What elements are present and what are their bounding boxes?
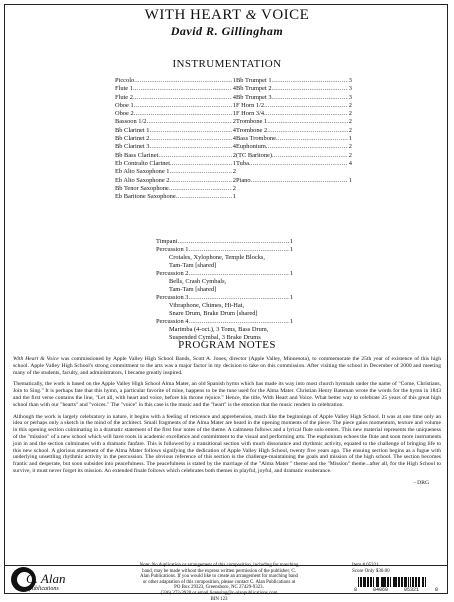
- instrument-name: F Horn 1/2: [236, 101, 265, 109]
- instrument-name: Percussion 4: [156, 318, 189, 325]
- leader-dots: [149, 135, 231, 143]
- instrument-qty: 2: [232, 176, 236, 184]
- instrument-name: Eb Contralto Clarinet: [115, 159, 171, 167]
- instrument-row: [115, 102, 236, 110]
- instrument-row: [236, 135, 352, 143]
- leader-dots: [170, 177, 232, 185]
- instrument-qty: 1: [348, 135, 352, 143]
- leader-dots: [177, 238, 288, 246]
- instrument-qty: 1: [289, 318, 293, 325]
- leader-dots: [267, 118, 348, 126]
- barcode-digit-group: 04069: [372, 587, 388, 593]
- leader-dots: [272, 77, 348, 85]
- notes-paragraph-1: [13, 356, 441, 376]
- instrument-name: Flute 2: [115, 93, 133, 101]
- leader-dots: [188, 318, 288, 326]
- instrument-row: [115, 110, 236, 118]
- barcode-digits: [354, 587, 438, 593]
- leader-dots: [272, 152, 348, 160]
- title-ampersand: &: [245, 8, 258, 23]
- leader-dots: [251, 177, 348, 185]
- instrument-qty: 1: [232, 193, 236, 201]
- leader-dots: [272, 85, 348, 93]
- leader-dots: [272, 94, 348, 102]
- instrument-name: Bass Trombone: [236, 135, 276, 143]
- program-notes: [13, 356, 441, 487]
- instrument-row: [236, 102, 352, 110]
- instrument-name: Tuba: [236, 159, 249, 167]
- notes-signature: - DRG: [413, 479, 429, 486]
- instrument-name: Eb Alto Saxophone 2: [115, 176, 170, 184]
- instrument-name: Piccolo: [115, 77, 135, 84]
- instrument-row: [236, 94, 352, 102]
- instrument-qty: 2: [348, 126, 352, 134]
- instrument-name: Bb Trumpet 2: [236, 85, 272, 93]
- instrument-name: Percussion 1: [156, 246, 189, 253]
- leader-dots: [146, 118, 231, 126]
- instrument-name: Eb Alto Saxophone 1: [115, 168, 170, 176]
- instrument-name: Percussion 3: [156, 294, 189, 301]
- instrument-row: [115, 127, 236, 135]
- instrument-row: [156, 246, 293, 254]
- instrument-qty: 3: [348, 85, 352, 93]
- title-part-2: VOICE: [261, 7, 310, 23]
- instrument-qty: 3: [348, 93, 352, 101]
- instrument-qty: 4: [232, 143, 236, 151]
- instrument-qty: 2: [232, 184, 236, 192]
- logo-sub-text: publications: [29, 586, 59, 592]
- instrument-name: Oboe 2: [115, 110, 134, 118]
- copyright-notice: [119, 563, 319, 602]
- instrument-list-right: [236, 77, 352, 185]
- barcode: [354, 577, 438, 592]
- instrument-qty: 1: [289, 246, 293, 253]
- barcode-digit-group: 05321: [403, 587, 419, 593]
- instrument-row: [115, 94, 236, 102]
- legal-line: (336) 272-3920 or email licensing@c-alanpublications.com: [160, 590, 278, 596]
- instrument-qty: 1: [348, 176, 352, 184]
- leader-dots: [188, 246, 288, 254]
- instrument-name: Bb Tenor Saxophone: [115, 184, 169, 192]
- instrument-name: Percussion 2: [156, 270, 189, 277]
- percussion-detail: Bells, Crash Cymbals,: [169, 278, 227, 285]
- leader-dots: [264, 102, 348, 110]
- instrument-qty: 4: [232, 135, 236, 143]
- bin-number: BIN 123: [210, 596, 228, 602]
- leader-dots: [133, 94, 232, 102]
- instrument-qty: 2: [348, 110, 352, 118]
- instrument-qty: 3: [348, 77, 352, 84]
- instrument-qty: 2: [348, 151, 352, 159]
- percussion-detail: Crotales, Xylophone, Temple Blocks,: [169, 254, 265, 261]
- leader-dots: [188, 294, 288, 302]
- instrument-name: (TC Baritone): [236, 151, 273, 159]
- instrument-row: [236, 160, 352, 168]
- piece-title: [0, 7, 454, 24]
- leader-dots: [176, 193, 232, 201]
- percussion-detail: Suspended Cymbal, 3 Brake Drums: [169, 334, 261, 341]
- instrument-name: F Horn 3/4: [236, 110, 265, 118]
- barcode-digit-group: 8: [434, 587, 438, 593]
- instrument-row: [115, 77, 236, 85]
- logo-brand-text: C. Alan: [26, 571, 66, 586]
- legal-line: or other adaptation of this composition, please contact C. Alan Publications at: [142, 579, 296, 585]
- legal-line: Alan Publications. If you would like to create an arrangement for marching band: [140, 574, 298, 580]
- instrument-row: [115, 185, 236, 193]
- instrument-row: [156, 270, 293, 278]
- instrument-row: [236, 110, 352, 118]
- legal-line: band, may be made without the express written permission of the publisher, C.: [142, 568, 296, 574]
- instrument-name: Bb Trumpet 3: [236, 93, 272, 101]
- instrument-row: [236, 77, 352, 85]
- list-spacer: [236, 168, 352, 176]
- instrument-qty: 2: [232, 118, 236, 126]
- instrument-qty: 4: [348, 159, 352, 167]
- instrument-name: Trombone 2: [236, 126, 268, 134]
- instrument-name: Timpani: [156, 238, 178, 245]
- notes-paragraph-2: Thematically, the work is based on the Apple Valley High School Alma Mater, an old Spanish hymn which has made its way into most church hymnals under the name of "Come, Christians, Join to Sing." It is perhaps fate that this hymn, a particular favorite of mine, happens to be the tune used for the Alma Mater. Christian Henry Bateman wrote the words for the hymn in 1843 and the first verse contains the line, "Let all, with heart and voice, before his throne rejoice." Hence, the title, With Heart and Voice. What better way to celebrate 25 years of this great high school than with our "hearts" and "voices." The "voice" in this case is the music and the "heart" is the emotion that the music renders in celebration.: [13, 381, 441, 408]
- instrument-name: Bb Trumpet 1: [236, 77, 272, 84]
- instrument-name: Trombone 1: [236, 118, 268, 126]
- instrument-name: Bassoon 1/2: [115, 118, 147, 126]
- leader-dots: [266, 143, 348, 151]
- instrument-name: Piano: [236, 176, 251, 184]
- instrument-qty: 1: [232, 159, 236, 167]
- leader-dots: [249, 160, 348, 168]
- instrument-row: [115, 118, 236, 126]
- item-number: Item # 05321: [352, 563, 379, 568]
- instrument-row: [156, 238, 293, 246]
- instrument-row: [156, 294, 293, 302]
- instrument-qty: 2: [232, 168, 236, 176]
- percussion-detail: Tam-Tam [shared]: [169, 262, 217, 269]
- instrument-row: [156, 318, 293, 326]
- barcode-bars-icon: [358, 577, 436, 587]
- instrument-row: [236, 177, 352, 185]
- instrument-name: Euphonium: [236, 143, 266, 151]
- leader-dots: [149, 143, 231, 151]
- leader-dots: [169, 185, 232, 193]
- percussion-detail: Vibraphone, Chimes, Hi-Hat,: [169, 302, 245, 309]
- instrument-row: [236, 143, 352, 151]
- instrument-qty: 4: [232, 93, 236, 101]
- instrument-name: Eb Baritone Saxophone: [115, 193, 176, 201]
- leader-dots: [267, 127, 348, 135]
- instrument-name: Bb Clarinet 2: [115, 135, 150, 143]
- leader-dots: [133, 85, 232, 93]
- notes-paragraph-3: Although the work is largely celebratory in nature, it begins with a feeling of reticence and apprehension, much like the beginnings of Apple Valley High School. It was at one time only an idea or perhaps only a sketch in the mind of the architect. Small fragments of the Alma Mater are heard in the opening moments of the piece. The piece gains momentum, texture and volume in this opening section culminating in a dramatic statement of the first four notes of the theme. A calmness follows and a lyrical flute solo enters. This new material represents the uniqueness of the "mission" of a new school which will have roots in academic excellence and commitment to the visual and performing arts. The euphonium echoes the flute and soon more instruments join in and the section culminates with a dramatic fanfare. This is followed by a transitional section with much dissonance and rhythmic activity, equated to the challenge of bringing life to this new school. A glorious statement of the Alma Mater follows signifying the dedication of Apple Valley High School, twenty five years ago. The ensuing section begins as a fugue with underlying unsettling rhythmic activity in the percussion. The obvious reference of this section is the challenge-maintaining the goals and mission of the high school. The section becomes frantic and desperate, but soon subsides into peacefulness. The peacefulness is stated by the marriage of the "Alma Mater " theme and the "Mission" theme...after all, for the High School to survive, it must never forget its mission. An extended finale follows which celebrates both themes in playful, joyful, and dramatic exuberance.: [13, 413, 441, 474]
- instrument-row: [115, 85, 236, 93]
- leader-dots: [134, 77, 232, 85]
- instrument-row: [236, 152, 352, 160]
- barcode-digit-group: 8: [354, 587, 358, 593]
- instrument-qty: 1: [289, 270, 293, 277]
- instrument-name: Bb Clarinet 1: [115, 126, 150, 134]
- percussion-detail: Marimba (4-oct.), 3 Toms, Bass Drum,: [169, 326, 269, 333]
- leader-dots: [188, 270, 288, 278]
- instrument-list-left: [115, 77, 236, 201]
- percussion-detail: Tam-Tam [shared]: [169, 286, 217, 293]
- instrument-row: [115, 168, 236, 176]
- instrumentation-heading: INSTRUMENTATION: [172, 58, 282, 70]
- item-info: [352, 563, 442, 575]
- instrument-name: Flute 1: [115, 85, 133, 93]
- leader-dots: [170, 168, 232, 176]
- instrument-row: [115, 160, 236, 168]
- instrument-row: [115, 143, 236, 151]
- instrument-row: [115, 152, 236, 160]
- instrument-qty: 1: [289, 238, 293, 245]
- legal-line: Note: No duplication or arrangement of this composition, including for marching: [139, 563, 299, 568]
- instrument-qty: 1: [232, 110, 236, 118]
- leader-dots: [264, 110, 348, 118]
- instrument-row: [115, 135, 236, 143]
- notes-title-italic: With Heart & Voice: [13, 356, 59, 362]
- notes-p1-text: was commissioned by Apple Valley High School Bands, Scott A. Jones, director (Apple Valley, Minnesota), to commemorate the 25th year of existence of this high school. Apple Valley High School's strong commitment to the arts was a major factor in my decision to take on this commission. After visiting the school in December of 2000 and meeting many of the students, faculty, and administrators, I became greatly inspired.: [13, 356, 441, 376]
- leader-dots: [170, 160, 232, 168]
- percussion-detail: Snare Drum, Brake Drum [shared]: [169, 310, 258, 317]
- price: Score Only $30.00: [352, 569, 390, 574]
- program-notes-heading: PROGRAM NOTES: [178, 339, 276, 351]
- instrument-qty: 2: [232, 151, 236, 159]
- leader-dots: [158, 152, 231, 160]
- instrument-name: Oboe 1: [115, 101, 134, 109]
- instrument-qty: 1: [232, 101, 236, 109]
- leader-dots: [276, 135, 348, 143]
- publisher-logo: [11, 567, 71, 597]
- instrument-qty: 4: [232, 126, 236, 134]
- leader-dots: [134, 110, 232, 118]
- instrument-name: Bb Bass Clarinet: [115, 151, 159, 159]
- composer-name: David R. Gillingham: [170, 24, 284, 38]
- instrument-qty: 2: [348, 118, 352, 126]
- instrument-row: [236, 85, 352, 93]
- instrument-qty: 2: [348, 143, 352, 151]
- instrument-qty: 4: [232, 85, 236, 93]
- legal-line: PO Box 29323, Greensboro, NC 27429-9323.: [174, 585, 264, 591]
- instrument-row: [236, 118, 352, 126]
- instrument-row: [115, 177, 236, 185]
- instrument-name: Bb Clarinet 3: [115, 143, 150, 151]
- instrument-qty: 2: [348, 101, 352, 109]
- title-part-1: WITH HEART: [144, 7, 242, 23]
- instrument-qty: 1: [289, 294, 293, 301]
- leader-dots: [149, 127, 231, 135]
- instrument-row: [115, 193, 236, 201]
- percussion-list: [156, 238, 293, 342]
- instrument-row: [236, 127, 352, 135]
- leader-dots: [134, 102, 232, 110]
- instrument-qty: 1: [232, 77, 236, 84]
